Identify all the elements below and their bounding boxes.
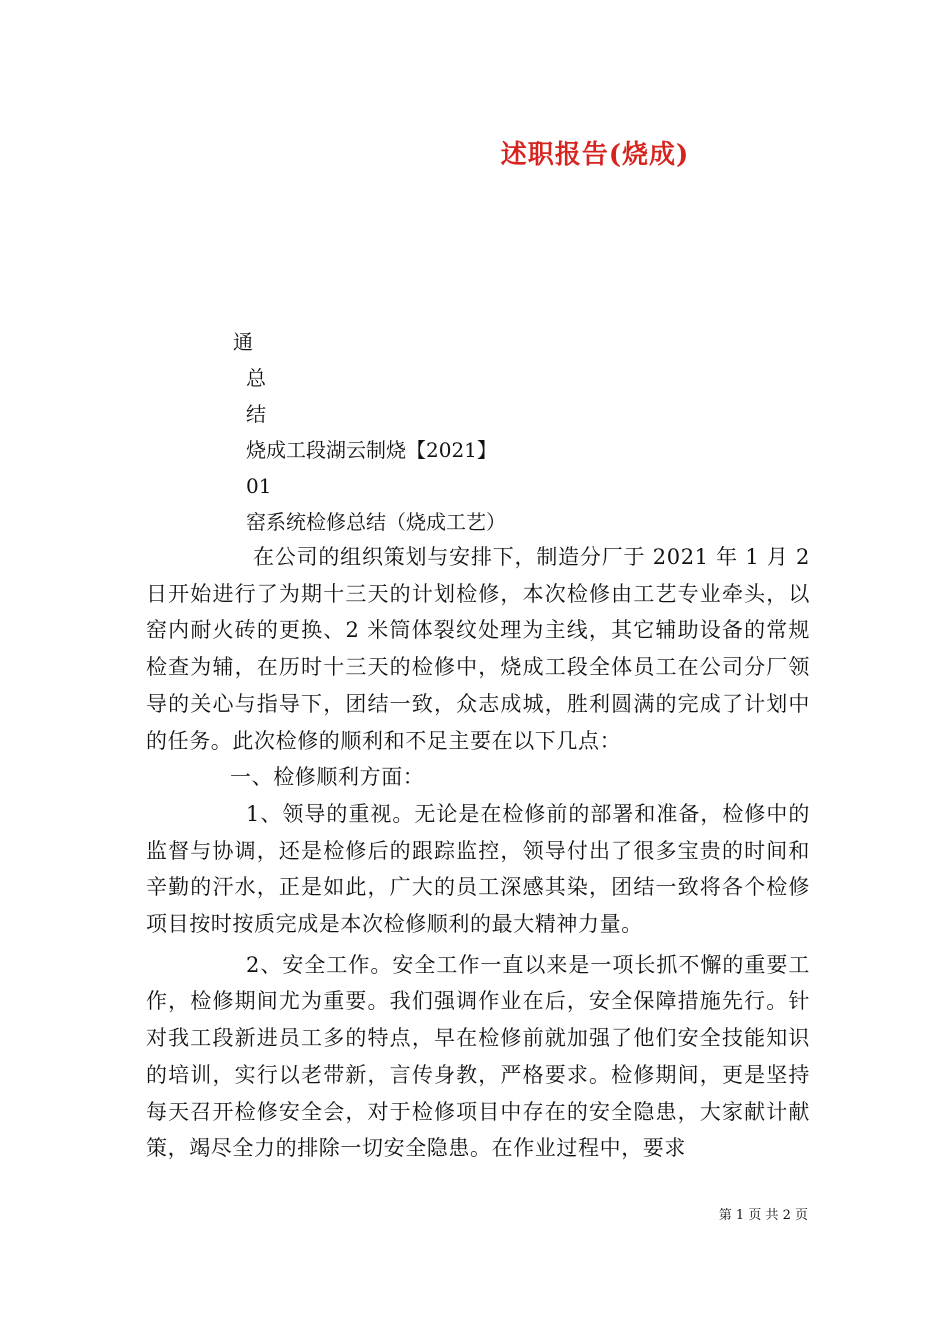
header-line: 结 bbox=[246, 402, 266, 426]
header-line: 烧成工段湖云制烧【2021】 bbox=[246, 438, 497, 462]
document-header-block bbox=[233, 324, 506, 540]
page-number-footer: 第 1 页 共 2 页 bbox=[718, 1208, 808, 1223]
document-body bbox=[146, 539, 810, 1167]
header-line: 通 bbox=[233, 330, 253, 354]
header-line: 总 bbox=[246, 366, 266, 390]
header-line: 01 bbox=[246, 474, 272, 498]
header-line: 窑系统检修总结（烧成工艺） bbox=[246, 510, 506, 534]
body-paragraph: 1、领导的重视。无论是在检修前的部署和准备，检修中的监督与协调，还是检修后的跟踪监控，领导付出了很多宝贵的时间和辛勤的汗水，正是如此，广大的员工深感其染，团结一致将各个检修项目按时按质完成是本次检修顺利的最大精神力量。 bbox=[146, 801, 810, 937]
section-heading: 一、检修顺利方面： bbox=[230, 765, 425, 790]
body-paragraph: 在公司的组织策划与安排下，制造分厂于 2021 年 1 月 2 日开始进行了为期十三天的计划检修，本次检修由工艺专业牵头，以窑内耐火砖的更换、2 米筒体裂纹处理为主线，其它辅助设备的常规检查为辅，在历时十三天的检修中，烧成工段全体员工在公司分厂领导的关心与指导下，团结一致，众志成城，胜利圆满的完成了计划中的任务。此次检修的顺利和不足主要在以下几点： bbox=[146, 545, 810, 753]
document-title: 述职报告(烧成) bbox=[500, 140, 690, 170]
body-paragraph: 2、安全工作。安全工作一直以来是一项长抓不懈的重要工作，检修期间尤为重要。我们强调作业在后，安全保障措施先行。针对我工段新进员工多的特点，早在检修前就加强了他们安全技能知识的培训，实行以老带新，言传身教，严格要求。检修期间，更是坚持每天召开检修安全会，对于检修项目中存在的安全隐患，大家献计献策，竭尽全力的排除一切安全隐患。在作业过程中，要求 bbox=[146, 952, 810, 1161]
